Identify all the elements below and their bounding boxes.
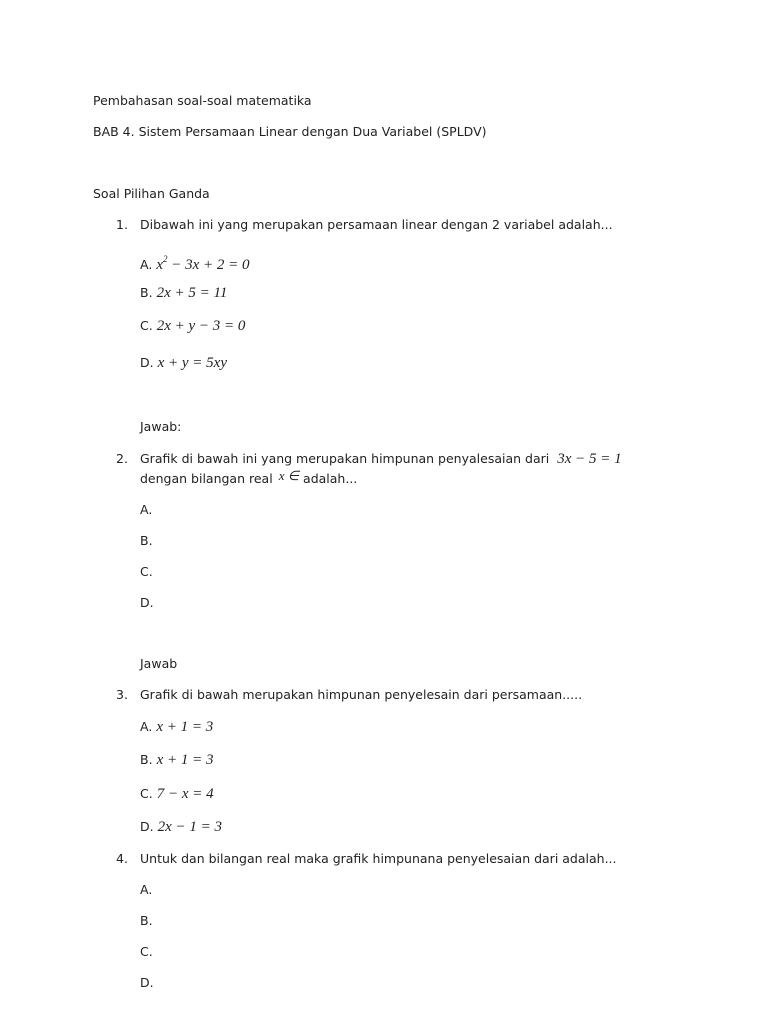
option-equation: 2x + y − 3 = 0 [156,318,246,334]
q4-option-d: D. [140,975,154,990]
q4-option-a: A. [140,882,153,897]
option-equation: 2x − 1 = 3 [157,819,223,835]
question-1-text: Dibawah ini yang merupakan persamaan linear dengan 2 variabel adalah... [140,217,613,232]
option-label: A. [140,257,153,272]
q1-option-b [140,285,227,301]
q1-option-d [140,355,227,371]
q3-option-d [140,819,222,835]
q2-option-b: B. [140,533,153,548]
question-2-text-line2: dengan bilangan real x ∈ adalah... [140,468,358,486]
q1-option-c [140,318,245,334]
option-equation: $x^2 - 3x + 2 = 0$ [156,254,250,273]
option-label: B. [140,285,153,300]
option-label: C. [140,786,153,801]
question-4-text: Untuk dan bilangan real maka grafik himpunana penyelesaian dari adalah... [140,851,617,866]
q3-option-b [140,752,213,768]
option-equation: 7 − x = 4 [156,786,214,802]
option-label: B. [140,752,153,767]
question-3-number: 3. [116,687,128,702]
document-title: Pembahasan soal-soal matematika [93,93,312,108]
option-equation: x + 1 = 3 [156,752,214,768]
q2-option-a: A. [140,502,153,517]
q1-answer-label: Jawab: [140,419,182,434]
q2-answer-label: Jawab [140,656,178,671]
q2-option-c: C. [140,564,153,579]
question-3-text: Grafik di bawah merupakan himpunan penyelesain dari persamaan..... [140,687,583,702]
question-2-text: Grafik di bawah ini yang merupakan himpunan penyalesaian dari 3x − 5 = 1 [140,451,622,467]
option-label: A. [140,719,153,734]
option-label: D. [140,819,154,834]
option-label: D. [140,355,154,370]
question-2-number: 2. [116,451,128,466]
option-equation: 2x + 5 = 11 [156,285,228,301]
q2-option-d: D. [140,595,154,610]
q3-option-c [140,786,214,802]
option-equation: x + y = 5xy [157,355,227,371]
option-label: C. [140,318,153,333]
question-1-number: 1. [116,217,128,232]
section-heading: Soal Pilihan Ganda [93,186,210,201]
q4-option-b: B. [140,913,153,928]
option-equation: x + 1 = 3 [156,719,214,735]
q3-option-a [140,719,213,735]
q1-option-a [140,251,250,273]
chapter-heading: BAB 4. Sistem Persamaan Linear dengan Dua Variabel (SPLDV) [93,124,487,139]
question-2-equation: 3x − 5 = 1 [557,451,622,467]
q4-option-c: C. [140,944,153,959]
question-4-number: 4. [116,851,128,866]
